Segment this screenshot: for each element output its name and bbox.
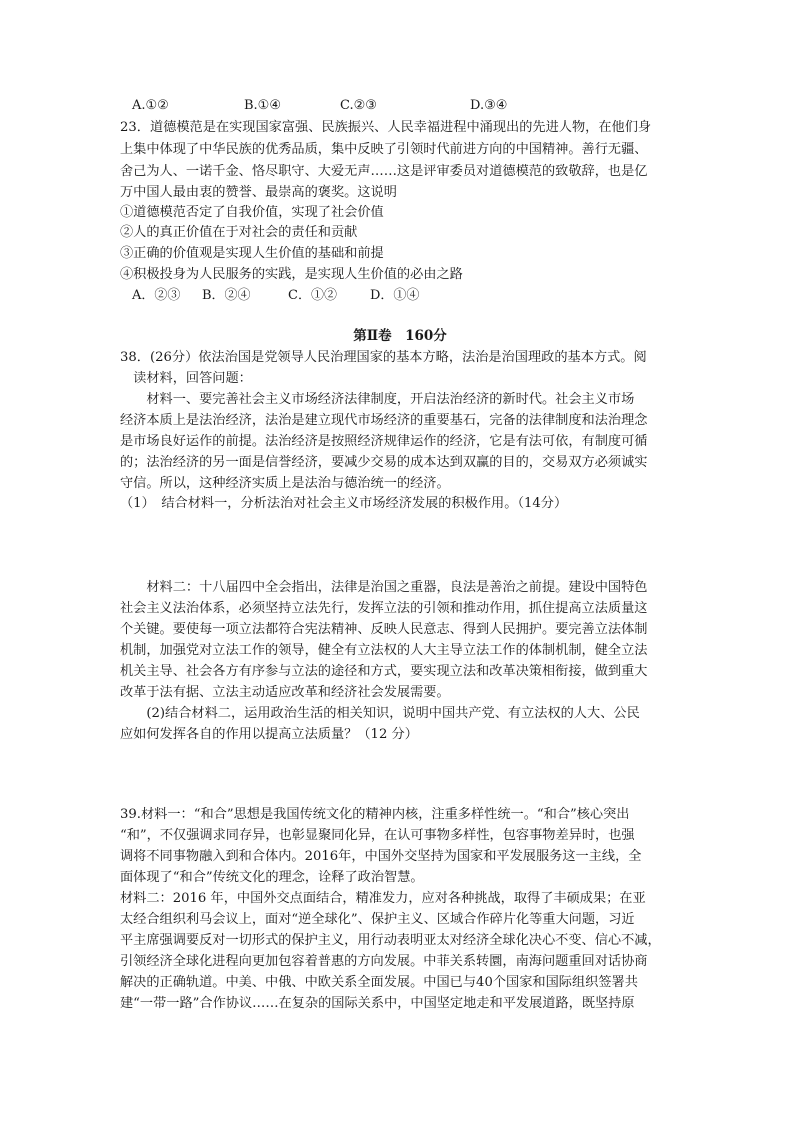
q38-material2-line: 社会主义法治体系，必须坚持立法先行，发挥立法的引领和推动作用，抓住提高立法质量这 [120, 601, 648, 616]
q39-material2-line: 太经合组织利马会议上，面对“逆全球化”、保护主义、区域合作碎片化等重大问题，习近 [120, 912, 635, 927]
q39-material2-line: 引领经济全球化进程向更加包容着普惠的方向发展。中菲关系转圜，南海问题重回对话协商 [120, 954, 648, 969]
q39-material2-line: 平主席强调要反对一切形式的保护主义，用行动表明亚太对经济全球化决心不变、信心不减， [120, 933, 661, 948]
q38-material2-line: 机关主导、社会各方有序参与立法的途径和方式，要实现立法和改革决策相衔接，做到重大 [120, 664, 648, 679]
q22-option-d: D.③④ [470, 98, 508, 113]
q39-material2-line: 建“一带一路”合作协议……在复杂的国际关系中，中国坚定地走和平发展道路，既坚持原 [120, 996, 635, 1011]
q23-option-d: D．①④ [370, 288, 420, 303]
q23-statement: ①道德模范否定了自我价值，实现了社会价值 [120, 205, 384, 220]
q23-stem-line: 上集中体现了中华民族的优秀品质，集中反映了引领时代前进方向的中国精神。善行无疆、 [120, 142, 648, 157]
q38-question-2-line: 应如何发挥各自的作用以提高立法质量？（12 分） [120, 727, 418, 742]
q38-intro-line: 读材料，回答问题： [120, 371, 252, 386]
q23-statement: ④积极投身为人民服务的实践，是实现人生价值的必由之路 [120, 267, 463, 282]
q38-material1-line: 守信。所以，这种经济实质上是法治与德治统一的经济。 [120, 476, 450, 491]
q38-material1-line: 材料一、要完善社会主义市场经济法律制度，开启法治经济的新时代。社会主义市场 [120, 392, 635, 407]
q23-statement: ③正确的价值观是实现人生价值的基础和前提 [120, 246, 384, 261]
q38-material2-line: 改革于法有据、立法主动适应改革和经济社会发展需要。 [120, 685, 450, 700]
q38-material2-line: 机制，加强党对立法工作的领导，健全有立法权的人大主导立法工作的体制机制，健全立法 [120, 643, 648, 658]
q23-option-a: A．②③ [132, 288, 181, 303]
q38-material2-line: 材料二：十八届四中全会指出，法律是治国之重器，良法是善治之前提。建设中国特色 [120, 580, 648, 595]
q39-material1-line: 39.材料一：“和合”思想是我国传统文化的精神内核，注重多样性统一。“和合”核心突出 [120, 807, 630, 822]
q39-material1-line: 面体现了“和合”传统文化的理念，诠释了政治智慧。 [120, 870, 424, 885]
q23-statement: ②人的真正价值在于对社会的责任和贡献 [120, 225, 358, 240]
q38-material1-line: 的；法治经济的另一面是信誉经济，要减少交易的成本达到双赢的目的，交易双方必须诚实 [120, 455, 648, 470]
q23-option-b: B．②④ [202, 288, 251, 303]
q39-material2-line: 材料二：2016 年，中国外交点面结合，精准发力，应对各种挑战，取得了丰硕成果；在亚 [120, 891, 646, 906]
q22-option-a: A.①② [132, 98, 169, 113]
q38-material1-line: 是市场良好运作的前提。法治经济是按照经济规律运作的经济，它是有法可依，有制度可循 [120, 434, 648, 449]
q39-material1-line: 调将不同事物融入到和合体内。2016年，中国外交坚持为国家和平发展服务这一主线，全 [120, 849, 642, 864]
q38-material1-line: 经济本质上是法治经济，法治是建立现代市场经济的重要基石，完备的法律制度和法治理念 [120, 413, 648, 428]
q38-question-2-line: (2)结合材料二，运用政治生活的相关知识，说明中国共产党、有立法权的人大、公民 [120, 706, 640, 721]
q23-stem-line: 23．道德模范是在实现国家富强、民族振兴、人民幸福进程中涌现出的先进人物，在他们身 [120, 120, 652, 135]
q23-stem-line: 万中国人最由衷的赞誉、最崇高的褒奖。这说明 [120, 185, 397, 200]
q38-intro-line: 38．(26分）依法治国是党领导人民治理国家的基本方略，法治是治国理政的基本方式。阅 [120, 350, 647, 365]
q39-material2-line: 解决的正确轨道。中美、中俄、中欧关系全面发展。中国已与40个国家和国际组织签署共 [120, 975, 638, 990]
q23-stem-line: 舍己为人、一诺千金、恪尽职守、大爱无声……这是评审委员对道德模范的致敬辞，也是亿 [120, 164, 648, 179]
q38-question-1: （1） 结合材料一，分析法治对社会主义市场经济发展的积极作用。（14分） [120, 496, 568, 511]
q22-option-c: C.②③ [340, 98, 377, 113]
q22-option-b: B.①④ [244, 98, 281, 113]
section-title: 第Ⅱ卷 160分 [353, 328, 447, 344]
q23-option-c: C．①② [288, 288, 337, 303]
q39-material1-line: “和”，不仅强调求同存异，也彰显聚同化异，在认可事物多样性，包容事物差异时，也强 [120, 828, 635, 843]
q38-material2-line: 个关键。要使每一项立法都符合宪法精神、反映人民意志、得到人民拥护。要完善立法体制 [120, 622, 648, 637]
